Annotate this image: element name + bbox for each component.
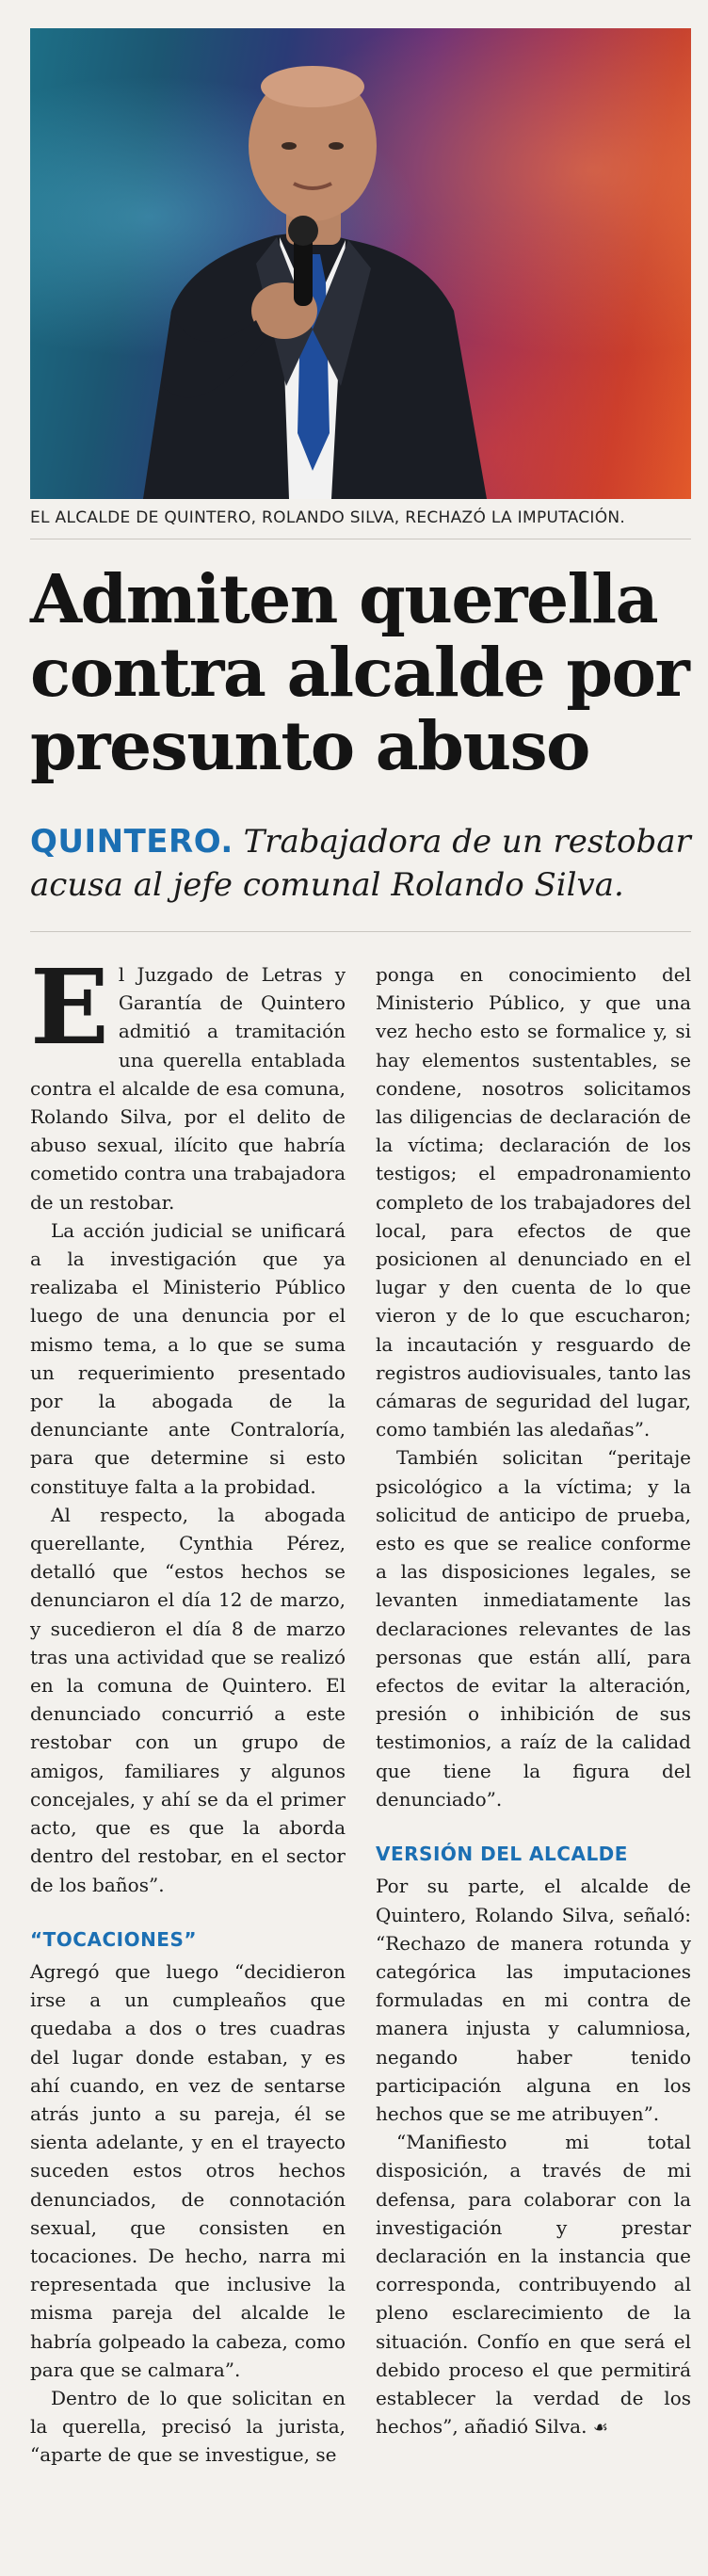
subtitle-place: QUINTERO. [30,823,233,861]
article-body [30,946,691,2470]
headline [30,559,691,785]
paragraph: ponga en conocimiento del Ministerio Público, y que una vez hecho esto se formalice y, si hay elementos sustentables, se condene, nosotros solicitamos las diligencias de declaración de la víctima; declaración de los testigos; el empadronamiento completo de los trabajadores del local, para efectos de que posicionen al denunciado en el lugar y den cuenta de lo que vieron y de lo que escucharon; la incautación y resguardo de registros audiovisuales, tanto las cámaras de seguridad del lugar, como también las aledañas”. [376,963,691,1441]
end-mark-icon: ☙ [592,2418,608,2439]
drop-cap: E [30,946,109,1068]
paragraph: Por su parte, el alcalde de Quintero, Rolando Silva, señaló: “Rechazo de manera rotunda y categórica las imputaciones formuladas en mi contra de manera injusta y calumniosa, negando haber tenido participación alguna en los hechos que se me atribuyen”. [376,1875,691,2125]
mayor-photo [30,28,691,499]
mayor-figure-illustration [30,28,691,499]
paragraph: “Manifiesto mi total disposición, a través de mi defensa, para colaborar con la investigación y prestar declaración en la instancia que corresponda, contribuyendo al pleno esclarecimiento de la situación. Confío en que será el debido proceso el que permitirá establecer la verdad de los hechos”, añadió Silva. ☙ [376,2131,691,2439]
article-page [30,28,691,2470]
subhead-version-alcalde: VERSIÓN DEL ALCALDE [376,1843,628,1866]
paragraph: El Juzgado de Letras y Garantía de Quintero admitió a tramitación una querella entablada contra el alcalde de esa comuna, Rolando Silva, por el delito de abuso sexual, ilícito que habría cometido contra una trabajadora de un restobar. [30,946,346,1214]
subtitle-text: Trabajadora de un restobar acusa al jefe comunal Rolando Silva. [30,823,691,904]
paragraph: Dentro de lo que solicitan en la querella, precisó la jurista, “aparte de que se investigue, se [30,2386,346,2467]
paragraph: También solicitan “peritaje psicológico a la víctima; y la solicitud de anticipo de prueba, esto es que se realice conforme a las disposiciones legales, se levanten inmediatamente las declaraciones relevantes de las personas que están allí, para efectos de evitar la alteración, presión o inhibición de sus testimonios, a raíz de la calidad que tiene la figura del denunciado”. [376,1446,691,1811]
photo-caption: EL ALCALDE DE QUINTERO, ROLANDO SILVA, RECHAZÓ LA IMPUTACIÓN. [30,499,691,539]
paragraph: Al respecto, la abogada querellante, Cynthia Pérez, detalló que “estos hechos se denunciaron el día 12 de marzo, y sucedieron el día 8 de marzo tras una actividad que se realizó en la comuna de Quintero. El denunciado concurrió a este restobar con un grupo de amigos, familiares y algunos concejales, y ahí se da el primer acto, que es que la aborda dentro del restobar, en el sector de los baños”. [30,1503,346,1896]
column-left [30,946,346,2470]
subtitle [30,820,691,907]
subhead-tocaciones: “TOCACIONES” [30,1927,198,1951]
paragraph: La acción judicial se unificará a la investigación que ya realizaba el Ministerio Público luego de una denuncia por el mismo tema, a lo que se suma un requerimiento presentado por la abogada de la denunciante ante Contraloría, para que determine si esto constituye falta a la probidad. [30,1218,346,1498]
paragraph: Agregó que luego “decidieron irse a un cumpleaños que quedaba a dos o tres cuadras del lugar donde estaban, y es ahí cuando, en vez de sentarse atrás junto a su pareja, él se sienta adelante, y en el trayecto suceden estos otros hechos denunciados, de connotación sexual, que consisten en tocaciones. De hecho, narra mi representada que inclusive la misma pareja del alcalde le habría golpeado la cabeza, como para que se calmara”. [30,1959,346,2381]
headline-line-1: Admiten querella [30,559,658,638]
headline-line-2: contra alcalde por [30,633,689,712]
column-right [376,960,691,2470]
divider [30,931,691,932]
headline-line-3: presunto abuso [30,706,589,785]
